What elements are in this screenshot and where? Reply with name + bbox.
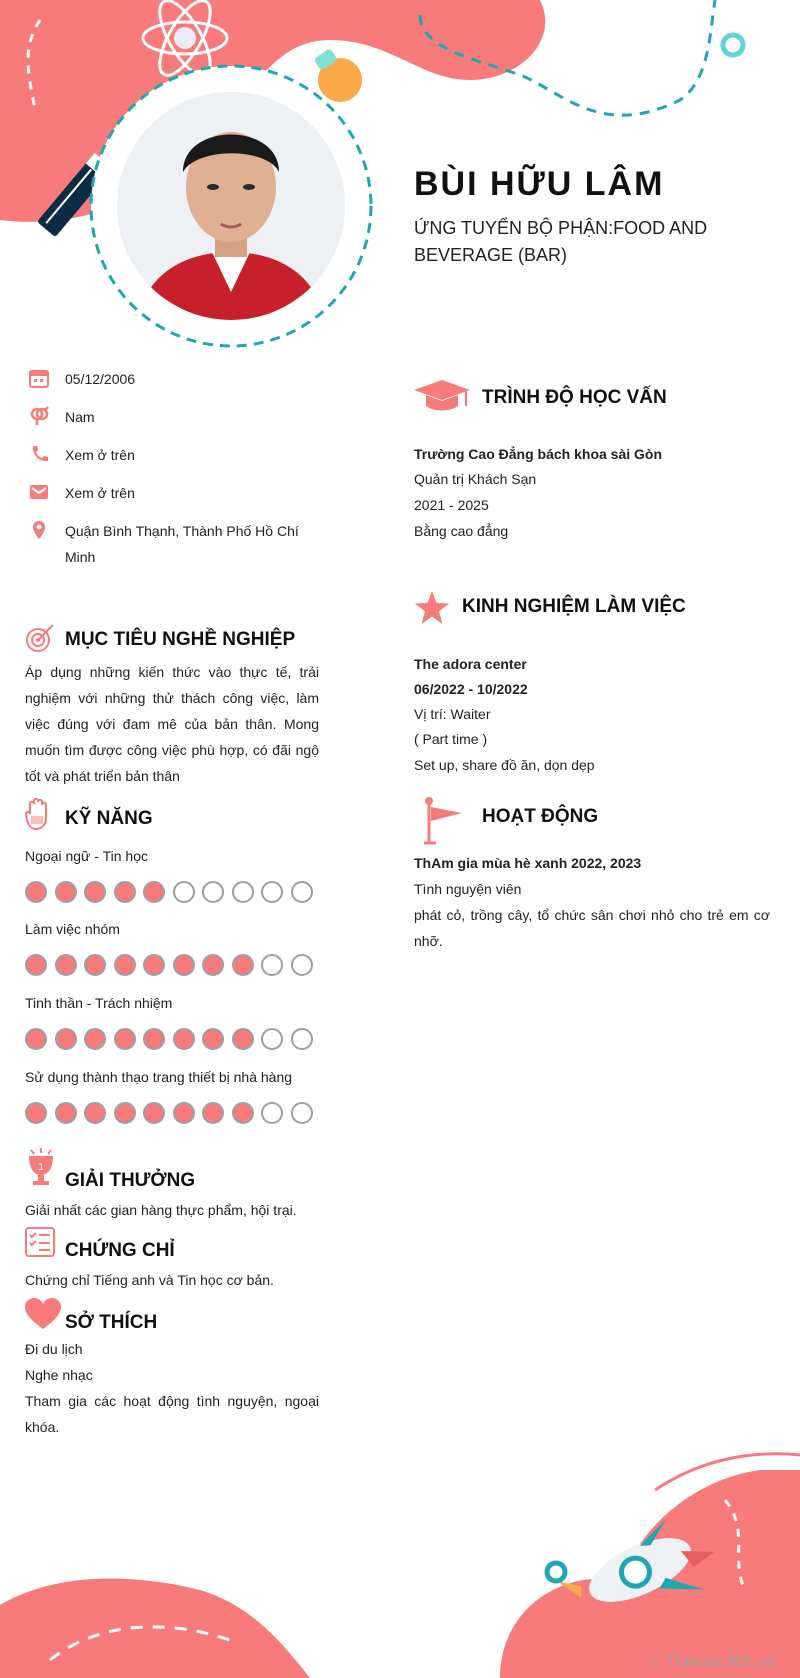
- rating-dot-empty: [291, 954, 313, 976]
- awards-text: Giải nhất các gian hàng thực phẩm, hội trại.: [25, 1202, 297, 1218]
- rating-dot-filled: [84, 881, 106, 903]
- rating-dot-filled: [173, 1102, 195, 1124]
- education-degree: Bằng cao đẳng: [414, 523, 509, 539]
- calendar-icon: [29, 368, 49, 388]
- rating-dot-filled: [202, 1028, 224, 1050]
- graduation-cap-icon: [414, 380, 470, 416]
- star-icon: [414, 590, 450, 626]
- rating-dot-filled: [55, 881, 77, 903]
- certificates-title: CHỨNG CHỈ: [65, 1240, 175, 1261]
- rating-dot-filled: [143, 1102, 165, 1124]
- rating-dot-filled: [84, 1102, 106, 1124]
- rating-dot-filled: [202, 1102, 224, 1124]
- skill-rating: [25, 881, 325, 903]
- rating-dot-filled: [84, 1028, 106, 1050]
- rating-dot-filled: [114, 1028, 136, 1050]
- rating-dot-filled: [232, 954, 254, 976]
- experience-type: ( Part time ): [414, 731, 488, 747]
- cv-page: BÙI HỮU LÂM ỨNG TUYỂN BỘ PHẬN:FOOD AND BEVERAGE (BAR) 05/12/2006 Nam Xem ở trên Xem ở trên Quận Bình Thạnh, Thành Phố Hồ Chí Minh MỤC TIÊU NGHỀ NGHIỆP Áp dụng những kiến thức vào thực tế, trải nghiệm với những thử thách công việc, làm việc đúng với đam mê của bản thân. Mong muốn tìm được công việc phù hợp, có đãi ngộ tốt và phát triển bản thân KỸ NĂNG Ngoại ngữ - Tin học Làm việc nhóm Tinh thần - Trách nhiệm Sử dụng thành thạo trang thiết bị nhà hàng 1 GIẢI THƯỞNG Giải nhất các gian hàng thực phẩm, hội trại. CHỨNG CHỈ Chứng chỉ Tiếng anh và Tin học cơ bản. SỞ THÍCH Đi du lịch Nghe nhạc Tham gia các hoạt động tình nguyện, ngoại khóa. TRÌNH ĐỘ HỌC VẤN Trường Cao Đẳng bách khoa sài Gòn Quản trị Khách Sạn 2021 - 2025 Bằng cao đẳng KINH NGHIỆM LÀM VIỆC The adora center 06/2022 - 10/2022 Vị trí: Waiter ( Part time ) Set up, share đồ ăn, dọn dẹp HOẠT ĐỘNG ThAm gia mùa hè xanh 2022, 2023 Tình nguyện viên phát cỏ, trồng cây, tổ chức sân chơi nhỏ cho trẻ em cơ nhỡ. ∴ Timviec365.vn: [0, 0, 800, 1678]
- skills-title: KỸ NĂNG: [65, 808, 153, 829]
- rating-dot-filled: [25, 1028, 47, 1050]
- experience-title: KINH NGHIỆM LÀM VIỆC: [462, 596, 686, 617]
- avatar: [117, 92, 345, 320]
- skill-rating: [25, 1102, 325, 1124]
- education-title: TRÌNH ĐỘ HỌC VẤN: [482, 387, 667, 408]
- rating-dot-filled: [55, 1102, 77, 1124]
- flag-icon: [424, 797, 464, 845]
- hobby-item: Nghe nhạc: [25, 1367, 93, 1383]
- rating-dot-empty: [291, 1102, 313, 1124]
- rating-dot-empty: [291, 1028, 313, 1050]
- rating-dot-filled: [114, 1102, 136, 1124]
- experience-company: The adora center: [414, 656, 527, 672]
- target-icon: [25, 623, 55, 653]
- rating-dot-filled: [114, 954, 136, 976]
- rating-dot-filled: [202, 954, 224, 976]
- rating-dot-empty: [261, 1102, 283, 1124]
- rating-dot-filled: [143, 1028, 165, 1050]
- email-icon: [29, 482, 49, 502]
- objective-text: Áp dụng những kiến thức vào thực tế, trải nghiệm với những thử thách công việc, làm việc đúng với đam mê của bản thân. Mong muốn tìm được công việc phù hợp, có đãi ngộ tốt và phát triển bản thân: [25, 664, 319, 784]
- candidate-name: BÙI HỮU LÂM: [414, 165, 665, 203]
- skill-rating: [25, 954, 325, 976]
- skill-label: Sử dụng thành thạo trang thiết bị nhà hàng: [25, 1069, 293, 1085]
- hand-icon: [25, 798, 49, 830]
- rating-dot-filled: [84, 954, 106, 976]
- education-school: Trường Cao Đẳng bách khoa sài Gòn: [414, 446, 663, 462]
- activity-name: ThAm gia mùa hè xanh 2022, 2023: [414, 855, 642, 871]
- rating-dot-empty: [261, 954, 283, 976]
- activities-title: HOẠT ĐỘNG: [482, 806, 599, 827]
- skill-label: Làm việc nhóm: [25, 921, 120, 937]
- rating-dot-filled: [143, 954, 165, 976]
- education-period: 2021 - 2025: [414, 497, 489, 513]
- skill-rating: [25, 1028, 325, 1050]
- experience-period: 06/2022 - 10/2022: [414, 681, 528, 697]
- heart-icon: [25, 1298, 61, 1330]
- rating-dot-filled: [114, 881, 136, 903]
- rating-dot-empty: [291, 881, 313, 903]
- rating-dot-empty: [202, 881, 224, 903]
- rating-dot-filled: [25, 1102, 47, 1124]
- watermark: ∴ Timviec365.vn: [649, 1654, 776, 1670]
- hobbies-title: SỞ THÍCH: [65, 1312, 158, 1333]
- phone-icon: [29, 444, 49, 464]
- svg-text:1: 1: [38, 1162, 44, 1173]
- objective-title: MỤC TIÊU NGHỀ NGHIỆP: [65, 629, 296, 650]
- rating-dot-filled: [173, 1028, 195, 1050]
- rating-dot-empty: [232, 881, 254, 903]
- rating-dot-filled: [232, 1102, 254, 1124]
- rating-dot-empty: [261, 881, 283, 903]
- rating-dot-filled: [232, 1028, 254, 1050]
- rating-dot-filled: [25, 881, 47, 903]
- checklist-icon: [25, 1227, 55, 1257]
- rating-dot-empty: [173, 881, 195, 903]
- rating-dot-filled: [25, 954, 47, 976]
- avatar-photo: [117, 92, 345, 320]
- experience-role: Vị trí: Waiter: [414, 706, 491, 722]
- gender-icon: [29, 406, 49, 426]
- activity-role: Tình nguyện viên: [414, 881, 522, 897]
- rating-dot-filled: [143, 881, 165, 903]
- trophy-icon: [25, 1148, 57, 1188]
- skill-label: Ngoại ngữ - Tin học: [25, 848, 148, 864]
- rating-dot-empty: [261, 1028, 283, 1050]
- rating-dot-filled: [55, 954, 77, 976]
- awards-title: GIẢI THƯỞNG: [65, 1170, 196, 1191]
- education-major: Quản trị Khách Sạn: [414, 471, 537, 487]
- rating-dot-filled: [55, 1028, 77, 1050]
- activity-desc: phát cỏ, trồng cây, tổ chức sân chơi nhỏ cho trẻ em cơ nhỡ.: [414, 907, 770, 949]
- location-icon: [29, 520, 49, 540]
- hobby-item: Tham gia các hoạt động tình nguyện, ngoại khóa.: [25, 1393, 319, 1435]
- skill-label: Tinh thần - Trách nhiệm: [25, 995, 173, 1011]
- certificates-text: Chứng chỉ Tiếng anh và Tin học cơ bản.: [25, 1272, 274, 1288]
- rating-dot-filled: [173, 954, 195, 976]
- hobby-item: Đi du lịch: [25, 1341, 83, 1357]
- experience-desc: Set up, share đồ ăn, dọn dẹp: [414, 757, 595, 773]
- applied-position: ỨNG TUYỂN BỘ PHẬN:FOOD AND BEVERAGE (BAR): [414, 218, 708, 265]
